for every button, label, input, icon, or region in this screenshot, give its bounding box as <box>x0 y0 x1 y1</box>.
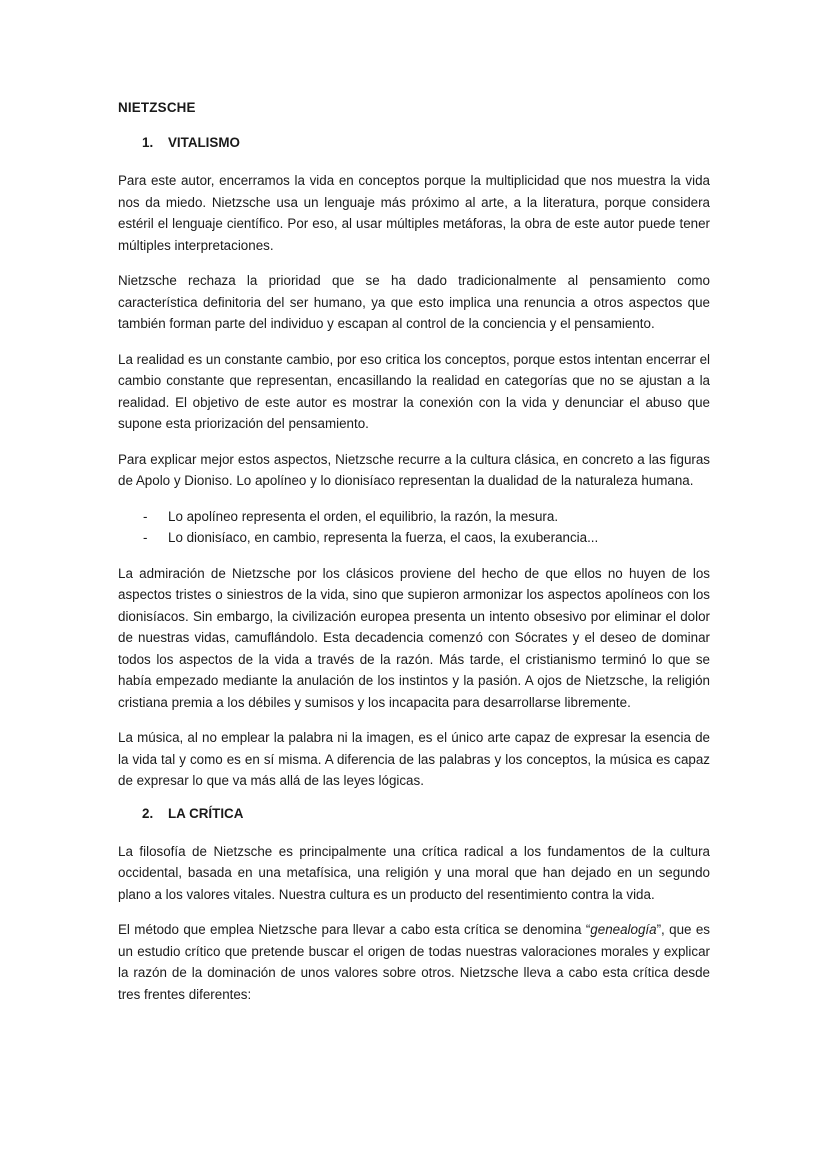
paragraph: Para explicar mejor estos aspectos, Nietzsche recurre a la cultura clásica, en concreto a las figuras de Apolo y Dioniso. Lo apolíneo y lo dionisíaco representan la dualidad de la naturaleza humana. <box>118 451 710 488</box>
paragraph-text: El método que emplea Nietzsche para llevar a cabo esta crítica se denomina “ <box>118 922 591 937</box>
section-heading-la-critica <box>142 806 710 821</box>
section-number: 2. <box>142 805 154 821</box>
section-heading-vitalismo <box>142 135 710 150</box>
bullet-list <box>118 506 710 549</box>
paragraph: Para este autor, encerramos la vida en conceptos porque la multiplicidad que nos muestra la vida nos da miedo. Nietzsche usa un lenguaje más próximo al arte, a la literatura, porque considera estéril el lenguaje científico. Por eso, al usar múltiples metáforas, la obra de este autor puede tener múltiples interpretaciones. <box>118 173 710 253</box>
paragraph: Nietzsche rechaza la prioridad que se ha dado tradicionalmente al pensamiento como característica definitoria del ser humano, ya que esto implica una renuncia a otros aspectos que también forman parte del individuo y escapan al control de la conciencia y el pensamiento. <box>118 273 710 331</box>
dash-bullet: - <box>143 530 148 545</box>
paragraph: La realidad es un constante cambio, por eso critica los conceptos, porque estos intentan encerrar el cambio constante que representan, encasillando la realidad en categorías que no se ajustan a la realidad. El objetivo de este autor es mostrar la conexión con la vida y denunciar el abuso que supone esta priorización del pensamiento. <box>118 351 710 431</box>
document-title: NIETZSCHE <box>118 100 196 115</box>
dash-bullet: - <box>143 508 148 524</box>
italic-term: genealogía <box>590 922 657 937</box>
section-title: VITALISMO <box>168 135 240 150</box>
paragraph: La música, al no emplear la palabra ni la imagen, es el único arte capaz de expresar la esencia de la vida tal y como es en sí misma. A diferencia de las palabras y los conceptos, la música es capaz de expresar lo que va más allá de las leyes lógicas. <box>118 730 710 788</box>
list-item <box>118 506 710 528</box>
section-title: LA CRÍTICA <box>168 805 244 821</box>
paragraph-text: ”, que es un estudio crítico que pretende buscar el origen de todas nuestras valoraciones morales y explicar la razón de la dominación de unos valores sobre otros. Nietzsche lleva a cabo esta crítica desde tres frentes diferentes: <box>118 922 711 1002</box>
paragraph <box>118 919 710 1005</box>
section-number: 1. <box>142 135 154 150</box>
list-item <box>118 527 710 549</box>
list-item-text: Lo apolíneo representa el orden, el equilibrio, la razón, la mesura. <box>168 508 559 524</box>
paragraph: La admiración de Nietzsche por los clásicos proviene del hecho de que ellos no huyen de los aspectos tristes o siniestros de la vida, sino que supieron armonizar los aspectos apolíneos con los dionisíacos. Sin embargo, la civilización europea presenta un intento obsesivo por eliminar el dolor de nuestras vidas, camuflándolo. Esta decadencia comenzó con Sócrates y el deseo de dominar todos los aspectos de la vida a través de la razón. Más tarde, el cristianismo terminó lo que se había empezado mediante la anulación de los instintos y la pasión. A ojos de Nietzsche, la religión cristiana premia a los débiles y sumisos y los incapacita para desarrollarse libremente. <box>118 565 710 710</box>
list-item-text: Lo dionisíaco, en cambio, representa la fuerza, el caos, la exuberancia... <box>168 530 599 545</box>
paragraph: La filosofía de Nietzsche es principalmente una crítica radical a los fundamentos de la cultura occidental, basada en una metafísica, una religión y una moral que han dejado en un segundo plano a los valores vitales. Nuestra cultura es un producto del resentimiento contra la vida. <box>118 843 710 902</box>
